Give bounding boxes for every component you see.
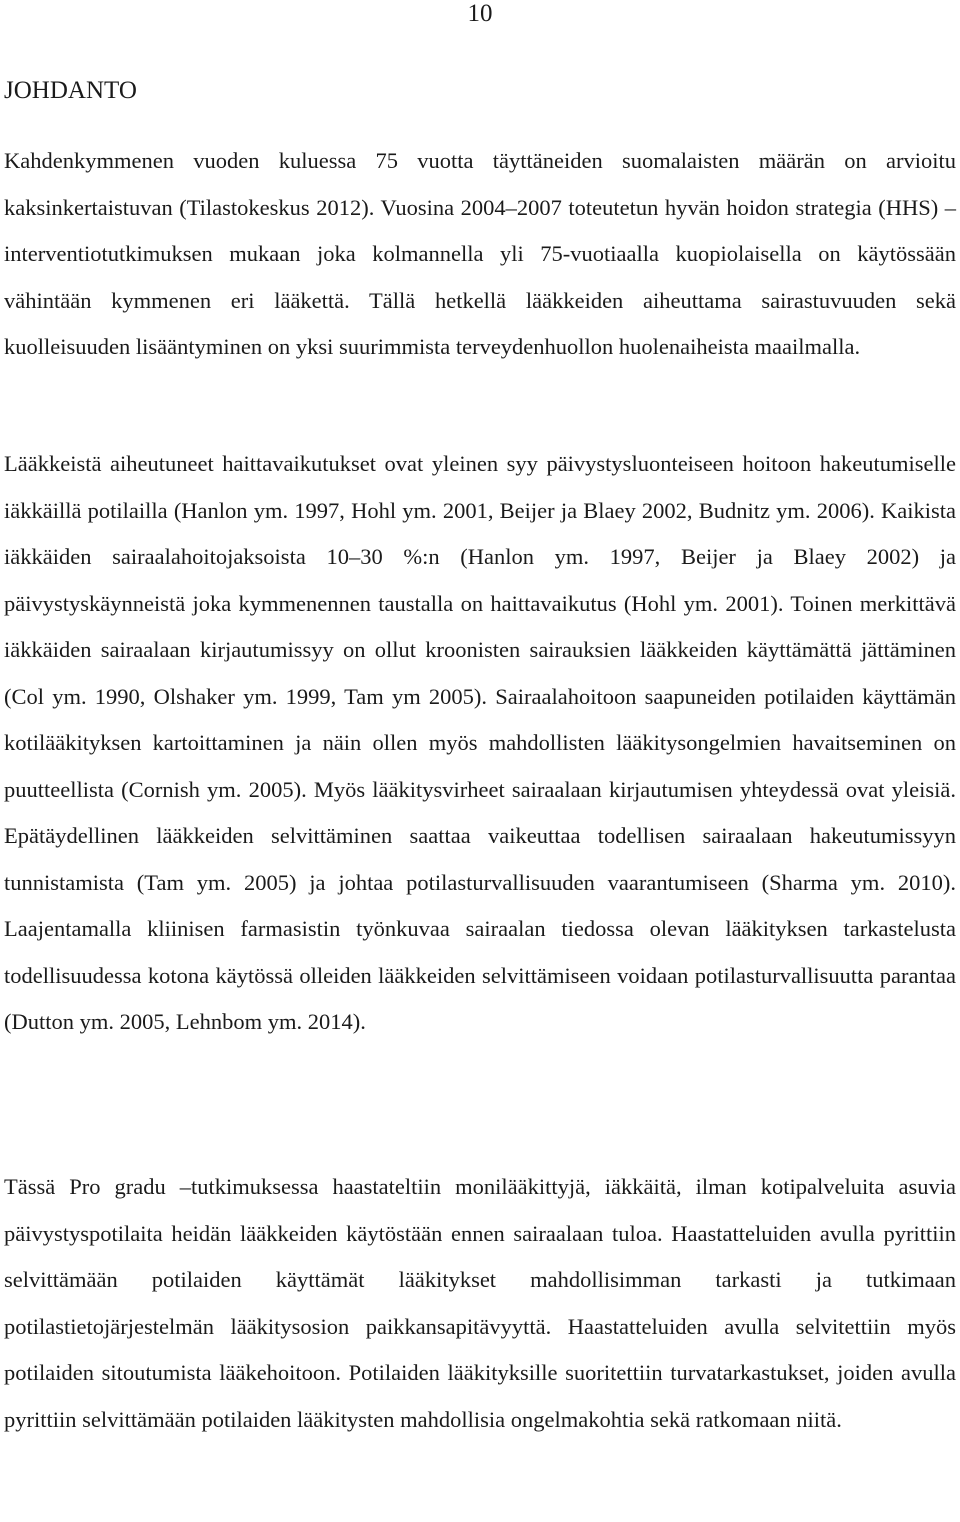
paragraph-3: Tässä Pro gradu ‒tutkimuksessa haastateltiin monilääkittyjä, iäkkäitä, ilman kotipalveluita asuvia päivystyspotilaita heidän lääkkeiden käytöstään ennen sairaalaan tuloa. Haastatteluiden avulla pyrittiin selvittämään potilaiden käyttämät lääkitykset mahdollisimman tarkasti ja tutkimaan potilastietojärjestelmän lääkitysosion paikkansapitävyyttä. Haastatteluiden avulla selvitettiin myös potilaiden sitoutumista lääkehoitoon. Potilaiden lääkityksille suoritettiin turvatarkastukset, joiden avulla pyrittiin selvittämään potilaiden lääkitysten mahdollisia ongelmakohtia sekä ratkomaan niitä. xyxy=(4,1174,956,1432)
paragraph-1: Kahdenkymmenen vuoden kuluessa 75 vuotta täyttäneiden suomalaisten määrän on arvioitu kaksinkertaistuvan (Tilastokeskus 2012). Vuosina 2004‒2007 toteutetun hyvän hoidon strategia (HHS) ‒interventiotutkimuksen mukaan joka kolmannella yli 75-vuotiaalla kuopiolaisella on käytössään vähintään kymmenen eri lääkettä. Tällä hetkellä lääkkeiden aiheuttama sairastuvuuden sekä kuolleisuuden lisääntyminen on yksi suurimmista terveydenhuollon huolenaiheista maailmalla. xyxy=(4,148,956,359)
paragraph-2: Lääkkeistä aiheutuneet haittavaikutukset ovat yleinen syy päivystysluonteiseen hoitoon hakeutumiselle iäkkäillä potilailla (Hanlon ym. 1997, Hohl ym. 2001, Beijer ja Blaey 2002, Budnitz ym. 2006). Kaikista iäkkäiden sairaalahoitojaksoista 10‒30 %:n (Hanlon ym. 1997, Beijer ja Blaey 2002) ja päivystyskäynneistä joka kymmenennen taustalla on haittavaikutus (Hohl ym. 2001). Toinen merkittävä iäkkäiden sairaalaan kirjautumissyy on ollut kroonisten sairauksien lääkkeiden käyttämättä jättäminen (Col ym. 1990, Olshaker ym. 1999, Tam ym 2005). Sairaalahoitoon saapuneiden potilaiden käyttämän kotilääkityksen kartoittaminen ja näin ollen myös mahdollisten lääkitysongelmien havaitseminen on puutteellista (Cornish ym. 2005). Myös lääkitysvirheet sairaalaan kirjautumisen yhteydessä ovat yleisiä. Epätäydellinen lääkkeiden selvittäminen saattaa vaikeuttaa todellisen sairaalaan hakeutumissyyn tunnistamista (Tam ym. 2005) ja johtaa potilasturvallisuuden vaarantumiseen (Sharma ym. 2010). Laajentamalla kliinisen farmasistin työnkuvaa sairaalan tiedossa olevan lääkityksen tarkastelusta todellisuudessa kotona käytössä olleiden lääkkeiden selvittämiseen voidaan potilasturvallisuutta parantaa (Dutton ym. 2005, Lehnbom ym. 2014). xyxy=(4,451,956,1034)
section-heading: JOHDANTO xyxy=(4,77,137,104)
page-number: 10 xyxy=(467,0,493,27)
